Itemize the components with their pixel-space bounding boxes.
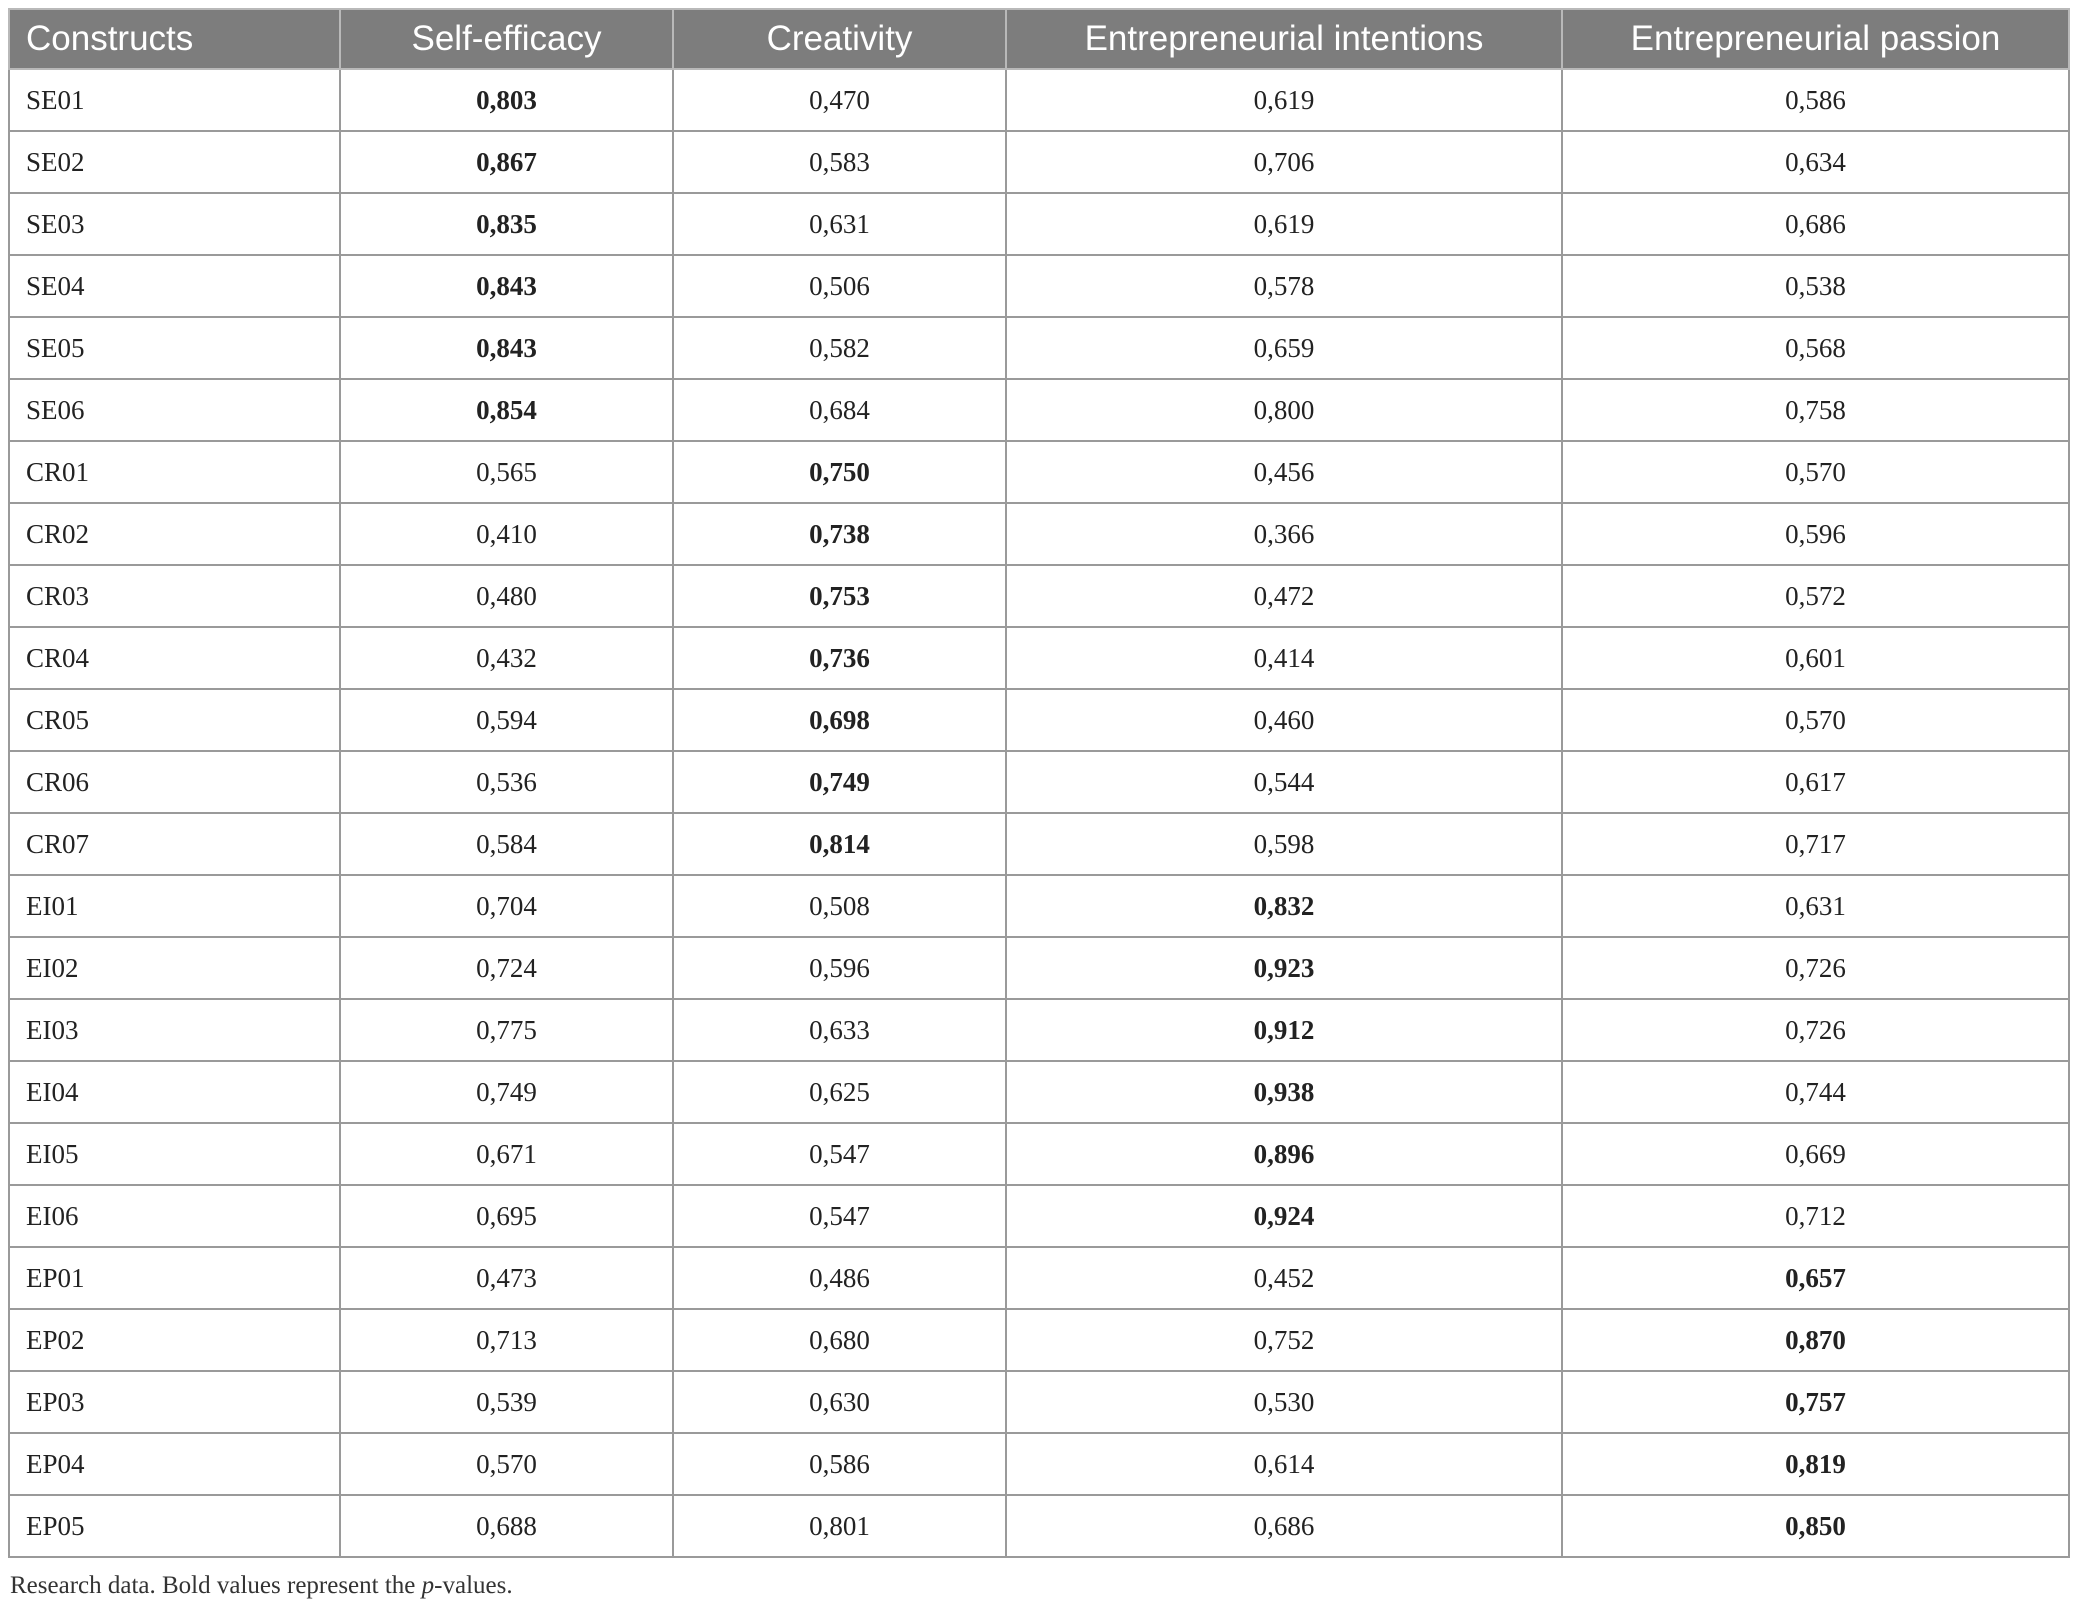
table-row [9,1247,2069,1309]
table-cell: 0,572 [1562,565,2069,627]
table-cell: 0,633 [673,999,1006,1061]
row-label: SE04 [9,255,340,317]
row-label: CR04 [9,627,340,689]
table-cell: 0,598 [1006,813,1562,875]
table-cell: 0,938 [1006,1061,1562,1123]
row-label: SE02 [9,131,340,193]
table-cell: 0,695 [340,1185,673,1247]
row-label: EI01 [9,875,340,937]
table-cell: 0,473 [340,1247,673,1309]
table-cell: 0,819 [1562,1433,2069,1495]
footnote-suffix: -values. [434,1572,513,1599]
table-cell: 0,472 [1006,565,1562,627]
table-cell: 0,712 [1562,1185,2069,1247]
table-cell: 0,753 [673,565,1006,627]
table-cell: 0,843 [340,317,673,379]
table-cell: 0,814 [673,813,1006,875]
table-cell: 0,923 [1006,937,1562,999]
row-label: EP04 [9,1433,340,1495]
table-cell: 0,688 [340,1495,673,1557]
table-row [9,441,2069,503]
table-row [9,1185,2069,1247]
table-cell: 0,758 [1562,379,2069,441]
table-body [9,69,2069,1557]
table-cell: 0,460 [1006,689,1562,751]
table-cell: 0,582 [673,317,1006,379]
table-row [9,689,2069,751]
table-row [9,317,2069,379]
table-row [9,1433,2069,1495]
table-row [9,1061,2069,1123]
table-row [9,627,2069,689]
table-cell: 0,757 [1562,1371,2069,1433]
table-cell: 0,659 [1006,317,1562,379]
table-cell: 0,631 [673,193,1006,255]
table-cell: 0,801 [673,1495,1006,1557]
table-cell: 0,617 [1562,751,2069,813]
table-cell: 0,671 [340,1123,673,1185]
table-cell: 0,634 [1562,131,2069,193]
row-label: EI05 [9,1123,340,1185]
table-cell: 0,584 [340,813,673,875]
table-cell: 0,750 [673,441,1006,503]
footnote-italic: p [421,1572,435,1599]
table-cell: 0,713 [340,1309,673,1371]
table-cell: 0,578 [1006,255,1562,317]
header-constructs: Constructs [9,9,340,69]
table-cell: 0,726 [1562,937,2069,999]
table-cell: 0,570 [1562,441,2069,503]
table-cell: 0,456 [1006,441,1562,503]
table-row [9,131,2069,193]
table-cell: 0,539 [340,1371,673,1433]
table-cell: 0,775 [340,999,673,1061]
table-row [9,1309,2069,1371]
table-cell: 0,583 [673,131,1006,193]
header-self-efficacy: Self-efficacy [340,9,673,69]
table-cell: 0,803 [340,69,673,131]
table-row [9,937,2069,999]
cross-loadings-table [8,8,2070,1558]
table-cell: 0,717 [1562,813,2069,875]
table-cell: 0,470 [673,69,1006,131]
table-cell: 0,854 [340,379,673,441]
table-cell: 0,410 [340,503,673,565]
header-entrepreneurial-intentions: Entrepreneurial intentions [1006,9,1562,69]
table-cell: 0,506 [673,255,1006,317]
row-label: EP02 [9,1309,340,1371]
table-cell: 0,544 [1006,751,1562,813]
table-cell: 0,669 [1562,1123,2069,1185]
table-cell: 0,619 [1006,69,1562,131]
row-label: EI04 [9,1061,340,1123]
table-row [9,813,2069,875]
table-cell: 0,912 [1006,999,1562,1061]
row-label: CR06 [9,751,340,813]
table-cell: 0,486 [673,1247,1006,1309]
table-cell: 0,896 [1006,1123,1562,1185]
table-row [9,999,2069,1061]
table-cell: 0,619 [1006,193,1562,255]
table-cell: 0,736 [673,627,1006,689]
table-cell: 0,924 [1006,1185,1562,1247]
table-row [9,69,2069,131]
table-cell: 0,601 [1562,627,2069,689]
table-cell: 0,843 [340,255,673,317]
table-cell: 0,594 [340,689,673,751]
table-cell: 0,570 [340,1433,673,1495]
table-cell: 0,752 [1006,1309,1562,1371]
table-cell: 0,586 [1562,69,2069,131]
table-cell: 0,565 [340,441,673,503]
row-label: EP01 [9,1247,340,1309]
header-entrepreneurial-passion: Entrepreneurial passion [1562,9,2069,69]
table-footnote [8,1572,2068,1600]
footnote-text: Research data. Bold values represent the [10,1572,422,1599]
table-cell: 0,614 [1006,1433,1562,1495]
table-row [9,1371,2069,1433]
table-cell: 0,738 [673,503,1006,565]
table-row [9,1495,2069,1557]
table-cell: 0,414 [1006,627,1562,689]
table-cell: 0,726 [1562,999,2069,1061]
row-label: CR07 [9,813,340,875]
table-row [9,565,2069,627]
row-label: EI06 [9,1185,340,1247]
row-label: SE03 [9,193,340,255]
row-label: CR05 [9,689,340,751]
row-label: EI02 [9,937,340,999]
table-cell: 0,366 [1006,503,1562,565]
table-cell: 0,698 [673,689,1006,751]
table-cell: 0,704 [340,875,673,937]
header-row [9,9,2069,69]
table-cell: 0,749 [340,1061,673,1123]
table-cell: 0,724 [340,937,673,999]
table-cell: 0,536 [340,751,673,813]
table-cell: 0,684 [673,379,1006,441]
table-cell: 0,547 [673,1185,1006,1247]
table-cell: 0,480 [340,565,673,627]
table-container [8,8,2068,1600]
table-cell: 0,680 [673,1309,1006,1371]
row-label: EI03 [9,999,340,1061]
table-cell: 0,686 [1006,1495,1562,1557]
table-cell: 0,749 [673,751,1006,813]
row-label: EP05 [9,1495,340,1557]
table-cell: 0,530 [1006,1371,1562,1433]
table-row [9,751,2069,813]
table-cell: 0,870 [1562,1309,2069,1371]
row-label: EP03 [9,1371,340,1433]
table-cell: 0,835 [340,193,673,255]
table-cell: 0,452 [1006,1247,1562,1309]
table-cell: 0,800 [1006,379,1562,441]
table-cell: 0,867 [340,131,673,193]
table-cell: 0,832 [1006,875,1562,937]
table-cell: 0,631 [1562,875,2069,937]
row-label: SE01 [9,69,340,131]
table-cell: 0,586 [673,1433,1006,1495]
table-cell: 0,686 [1562,193,2069,255]
table-cell: 0,850 [1562,1495,2069,1557]
table-cell: 0,625 [673,1061,1006,1123]
table-cell: 0,538 [1562,255,2069,317]
table-cell: 0,596 [673,937,1006,999]
table-row [9,255,2069,317]
row-label: CR01 [9,441,340,503]
table-cell: 0,706 [1006,131,1562,193]
table-cell: 0,657 [1562,1247,2069,1309]
table-cell: 0,547 [673,1123,1006,1185]
table-cell: 0,570 [1562,689,2069,751]
table-row [9,1123,2069,1185]
table-row [9,875,2069,937]
row-label: CR03 [9,565,340,627]
row-label: SE05 [9,317,340,379]
row-label: SE06 [9,379,340,441]
table-cell: 0,630 [673,1371,1006,1433]
table-cell: 0,596 [1562,503,2069,565]
table-cell: 0,432 [340,627,673,689]
table-cell: 0,744 [1562,1061,2069,1123]
table-cell: 0,508 [673,875,1006,937]
header-creativity: Creativity [673,9,1006,69]
table-row [9,503,2069,565]
table-cell: 0,568 [1562,317,2069,379]
row-label: CR02 [9,503,340,565]
table-row [9,379,2069,441]
table-row [9,193,2069,255]
